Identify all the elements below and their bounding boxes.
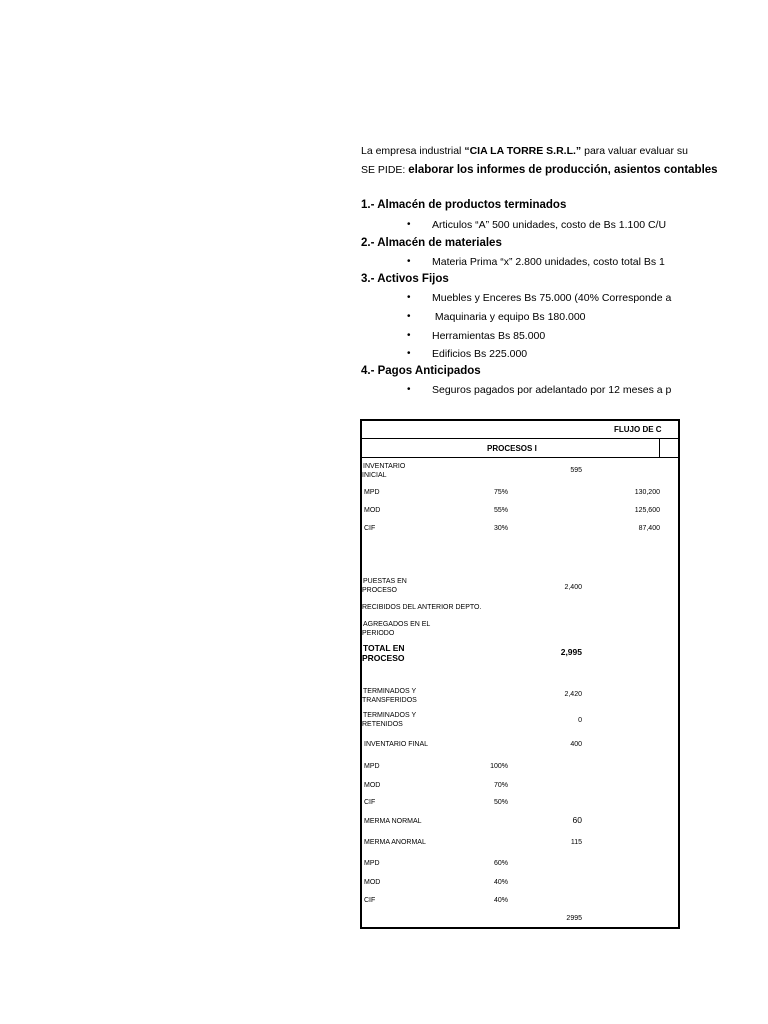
table-subheader: PROCESOS I [487, 444, 537, 453]
bullet-item: Articulos “A” 500 unidades, costo de Bs 1.100 C/U [432, 219, 667, 231]
grand-total-value: 2995 [566, 915, 582, 922]
intro-text: La empresa industrial [361, 145, 465, 157]
total-label: PROCESO [362, 653, 405, 663]
row-label: MOD [364, 507, 381, 514]
row-label: MPD [364, 860, 380, 867]
bullet-icon: • [407, 311, 411, 322]
row-label: CIF [364, 525, 376, 532]
row-pct: 50% [493, 799, 508, 806]
bullet-item: Muebles y Enceres Bs 75.000 (40% Corresponde a [432, 292, 672, 304]
row-label: MOD [364, 782, 381, 789]
row-label: MOD [364, 879, 381, 886]
bullet-item: Materia Prima “x” 2.800 unidades, costo total Bs 1 [432, 256, 665, 268]
row-label: MERMA ANORMAL [364, 839, 426, 846]
table-title: FLUJO DE C [614, 425, 662, 434]
section-title: 3.- Activos Fijos [361, 273, 449, 285]
bullet-icon: • [407, 292, 411, 303]
table-divider [360, 438, 680, 439]
intro-line-2 [361, 164, 718, 176]
row-label: TERMINADOS Y [363, 712, 417, 719]
row-label: RETENIDOS [362, 721, 403, 728]
row-label: PROCESO [362, 587, 398, 594]
row-pct: 75% [493, 489, 508, 496]
intro-text-cont: para valuar evaluar su [581, 145, 688, 157]
row-value: 595 [570, 467, 582, 474]
bullet-icon: • [407, 219, 411, 230]
row-value: 2,400 [564, 584, 582, 591]
total-value: 2,995 [560, 647, 582, 657]
row-value: 60 [572, 815, 582, 825]
section-title: 4.- Pagos Anticipados [361, 365, 481, 377]
row-label: MERMA NORMAL [364, 818, 422, 825]
row-pct: 60% [493, 860, 508, 867]
row-label: MPD [364, 489, 380, 496]
row-value: 115 [570, 839, 582, 846]
row-label: AGREGADOS EN EL [363, 621, 431, 628]
bullet-item: Edificios Bs 225.000 [432, 348, 528, 360]
row-value: 400 [570, 741, 582, 748]
section-title: 2.- Almacén de materiales [361, 237, 502, 249]
row-pct: 40% [493, 879, 508, 886]
table-divider [360, 457, 680, 458]
row-pct: 40% [493, 897, 508, 904]
bullet-icon: • [407, 384, 411, 395]
row-pct: 70% [493, 782, 508, 789]
row-amount: 130,200 [634, 489, 660, 496]
row-pct: 55% [493, 507, 508, 514]
row-label: PERIODO [362, 630, 395, 637]
row-label: INVENTARIO [363, 463, 406, 470]
row-pct: 100% [490, 763, 508, 770]
bullet-item: Herramientas Bs 85.000 [432, 330, 546, 342]
section-title: 1.- Almacén de productos terminados [361, 199, 567, 211]
row-label: CIF [364, 897, 376, 904]
row-label: TRANSFERIDOS [362, 697, 417, 704]
row-amount: 87,400 [638, 525, 660, 532]
row-label: INICIAL [362, 472, 387, 479]
table-divider [659, 438, 660, 458]
se-pide-text: elaborar los informes de producción, asientos contables [408, 164, 718, 176]
bullet-item: Seguros pagados por adelantado por 12 meses a p [432, 384, 672, 396]
bullet-icon: • [407, 256, 411, 267]
intro-line-1 [361, 145, 688, 157]
bullet-item: Maquinaria y equipo Bs 180.000 [432, 311, 586, 323]
company-name: “CIA LA TORRE S.R.L.” [464, 145, 582, 157]
bullet-icon: • [407, 348, 411, 359]
bullet-icon: • [407, 330, 411, 341]
row-label: RECIBIDOS DEL ANTERIOR DEPTO. [362, 604, 482, 611]
row-amount: 125,600 [634, 507, 660, 514]
se-pide-label: SE PIDE: [361, 164, 409, 176]
row-label: PUESTAS EN [363, 578, 407, 585]
total-label: TOTAL EN [363, 643, 405, 653]
row-value: 2,420 [564, 691, 582, 698]
row-label: MPD [364, 763, 380, 770]
row-label: TERMINADOS Y [363, 688, 417, 695]
row-value: 0 [578, 717, 582, 724]
row-pct: 30% [493, 525, 508, 532]
row-label: INVENTARIO FINAL [364, 741, 429, 748]
row-label: CIF [364, 799, 376, 806]
